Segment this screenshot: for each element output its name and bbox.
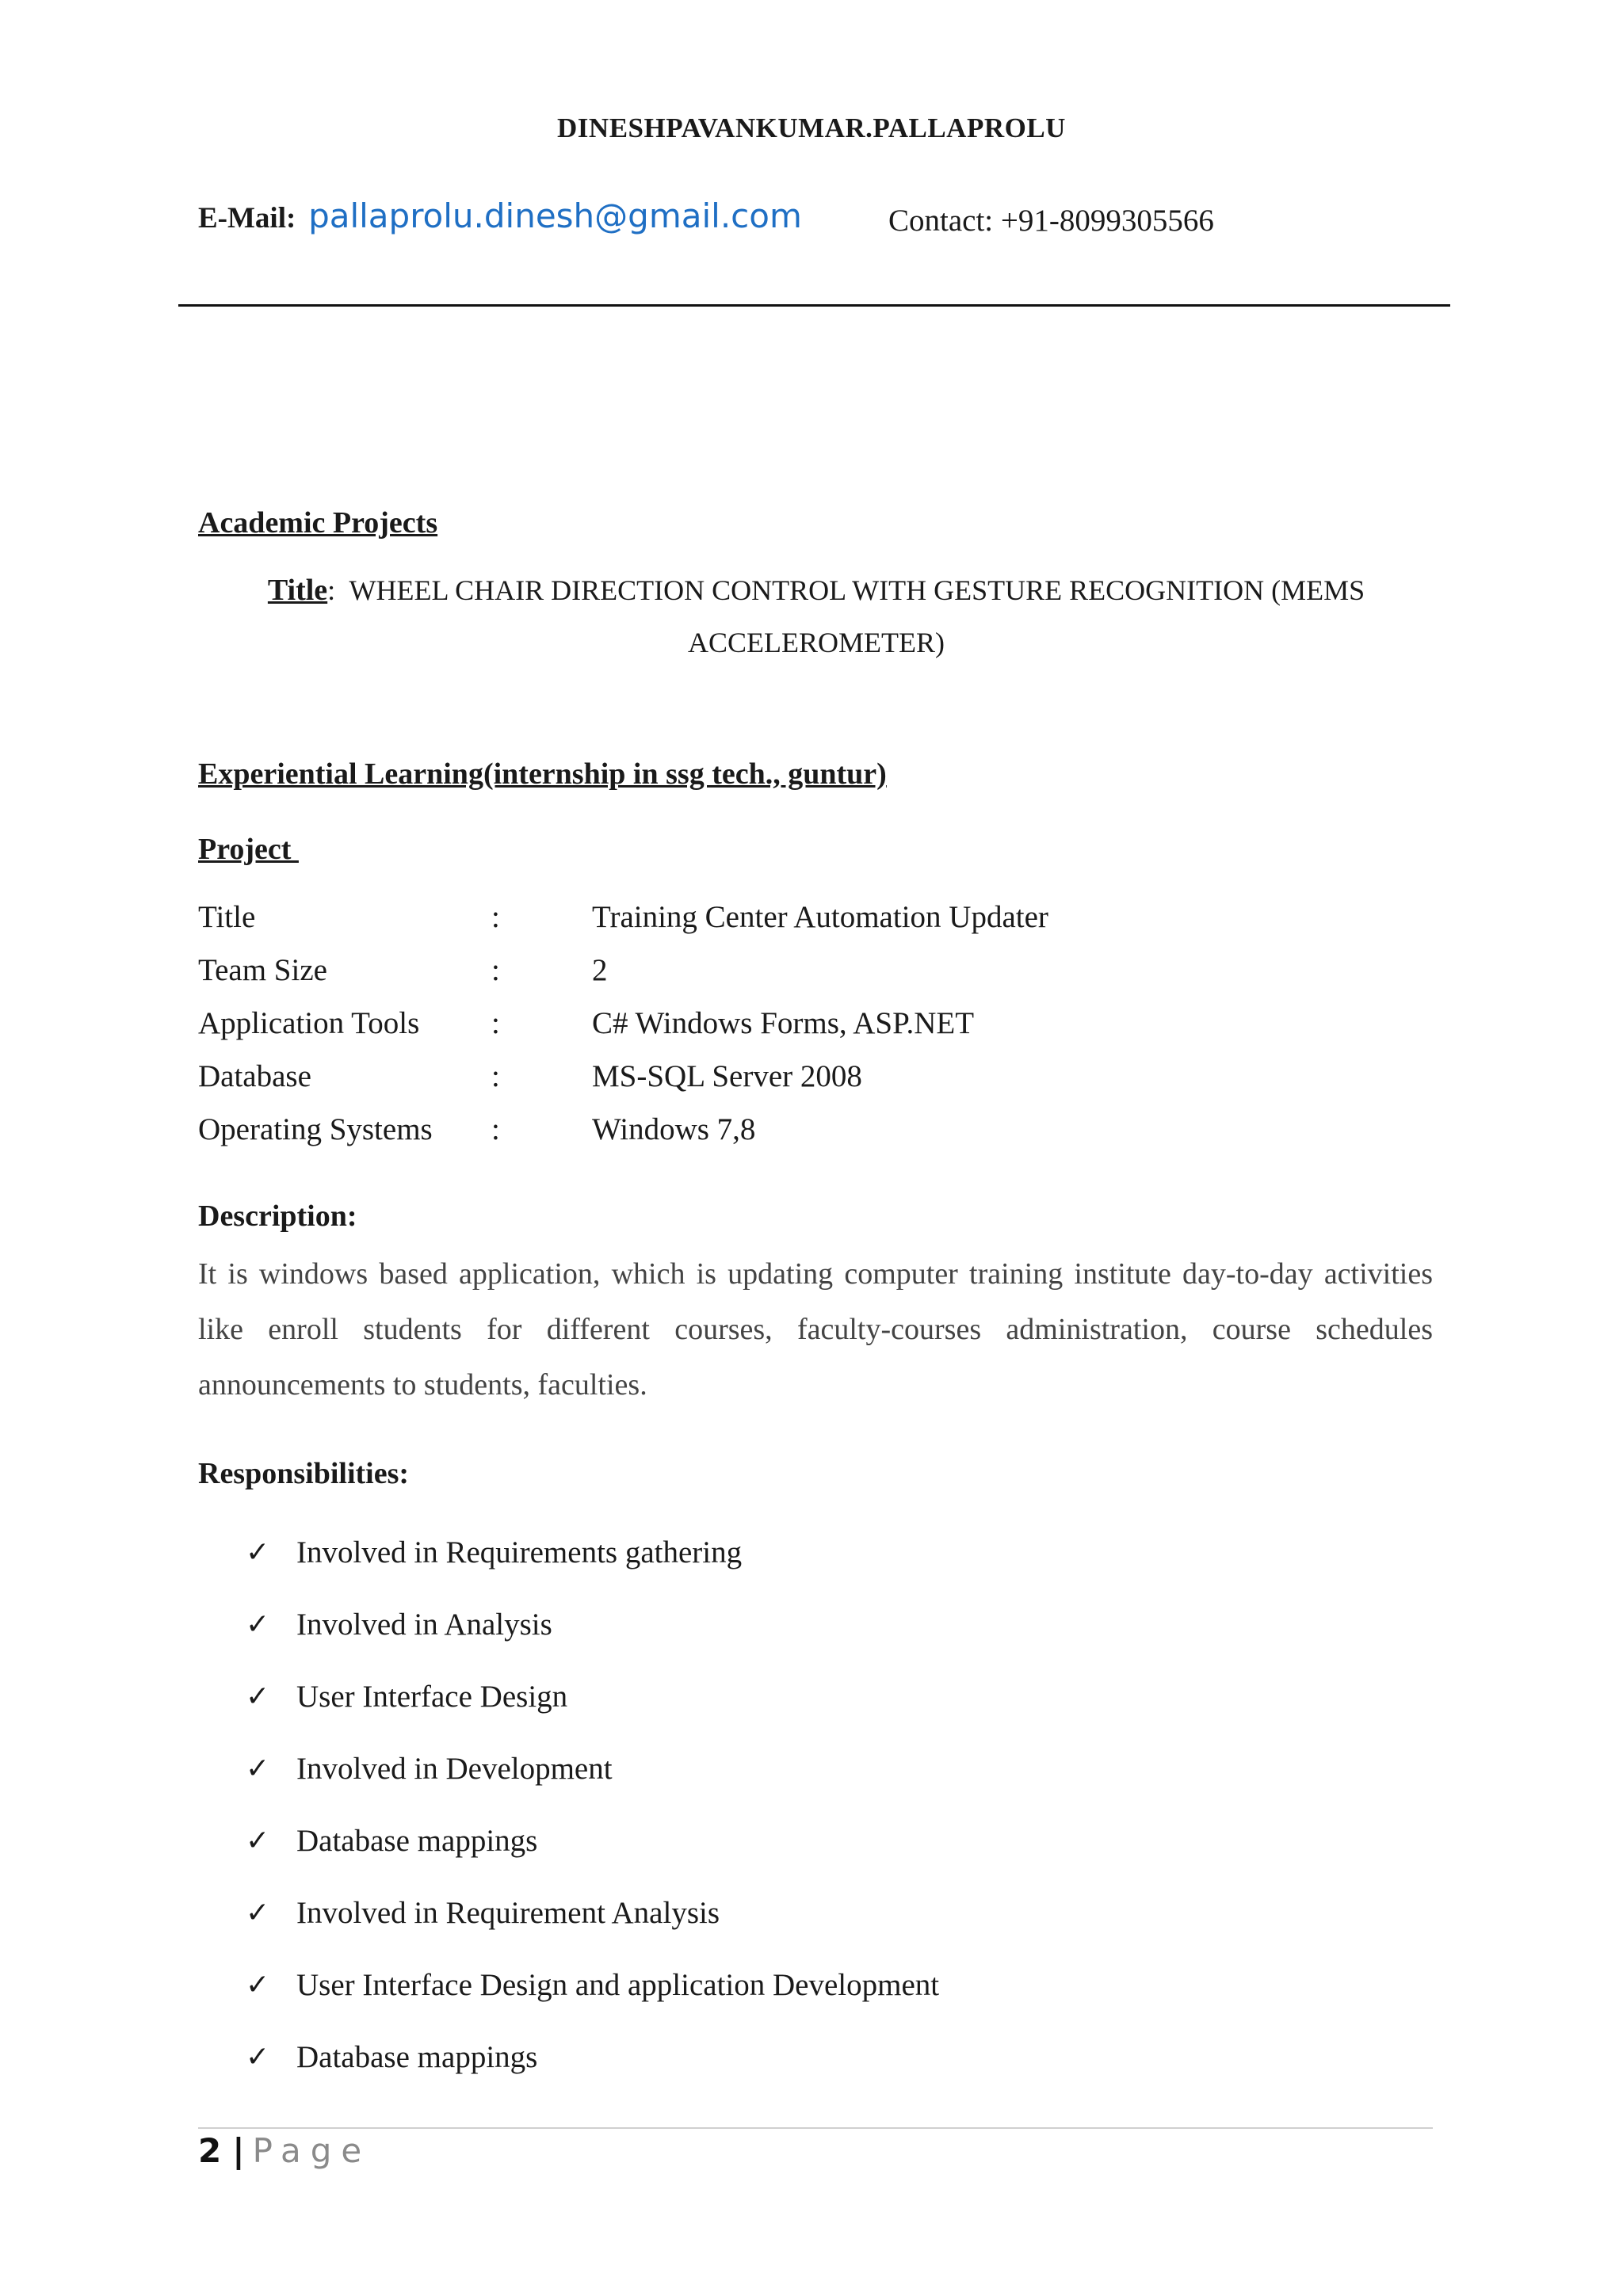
detail-key: Operating Systems: [198, 1112, 433, 1146]
responsibility-text: Database mappings: [296, 2040, 538, 2074]
project-heading: Project: [198, 833, 299, 866]
experiential-learning-heading: Experiential Learning(internship in ssg tech., guntur): [198, 757, 887, 791]
checkmark-icon: ✓: [246, 1680, 270, 1713]
responsibility-text: Database mappings: [296, 1824, 538, 1858]
footer-divider: [198, 2127, 1433, 2129]
detail-separator: :: [491, 1112, 500, 1146]
detail-key: Database: [198, 1059, 311, 1093]
academic-projects-heading: Academic Projects: [198, 506, 438, 540]
list-item: [246, 1949, 939, 2021]
checkmark-icon: ✓: [246, 1825, 270, 1857]
responsibilities-list: [246, 1516, 939, 2093]
responsibility-text: User Interface Design and application Development: [296, 1968, 940, 2002]
detail-separator: :: [491, 953, 500, 987]
detail-value: Windows 7,8: [592, 1112, 756, 1146]
list-item: [246, 1661, 939, 1733]
list-item: [246, 2021, 939, 2093]
detail-value: MS-SQL Server 2008: [592, 1059, 862, 1093]
academic-title-line2: ACCELEROMETER): [688, 627, 945, 658]
email-label: E-Mail:: [198, 202, 296, 235]
responsibility-text: Involved in Requirement Analysis: [296, 1896, 720, 1930]
candidate-name: DINESHPAVANKUMAR.PALLAPROLU: [557, 113, 1066, 143]
contact-phone: Contact: +91-8099305566: [888, 204, 1214, 238]
checkmark-icon: ✓: [246, 1969, 270, 2001]
list-item: [246, 1589, 939, 1661]
detail-separator: :: [491, 900, 500, 934]
list-item: [246, 1877, 939, 1949]
page-number: 2: [198, 2131, 222, 2170]
list-item: [246, 1516, 939, 1589]
email-line: [198, 196, 802, 235]
page-footer: [198, 2131, 371, 2170]
academic-title-label: Title: [267, 574, 328, 607]
academic-title-line1: WHEEL CHAIR DIRECTION CONTROL WITH GESTURE RECOGNITION (MEMS: [349, 574, 1365, 606]
responsibility-text: Involved in Requirements gathering: [296, 1535, 743, 1569]
responsibility-text: Involved in Analysis: [296, 1608, 552, 1642]
checkmark-icon: ✓: [246, 1536, 270, 1569]
detail-value: Training Center Automation Updater: [592, 900, 1048, 934]
checkmark-icon: ✓: [246, 1897, 270, 1929]
email-link[interactable]: pallaprolu.dinesh@gmail.com: [308, 196, 802, 235]
academic-project-title: [182, 564, 1450, 669]
detail-value: 2: [592, 953, 608, 987]
responsibilities-heading: Responsibilities:: [198, 1457, 410, 1490]
list-item: [246, 1733, 939, 1805]
detail-value: C# Windows Forms, ASP.NET: [592, 1006, 975, 1040]
description-text: It is windows based application, which is updating computer training institute day-to-day activities like enroll students for different courses, faculty-courses administration, course schedules announcements to students, faculties.: [198, 1257, 1433, 1402]
responsibility-text: Involved in Development: [296, 1752, 613, 1786]
detail-separator: :: [491, 1059, 500, 1093]
detail-separator: :: [491, 1006, 500, 1040]
checkmark-icon: ✓: [246, 2041, 270, 2073]
header-divider: [178, 304, 1450, 307]
page-label: Page: [252, 2131, 372, 2170]
responsibility-text: User Interface Design: [296, 1680, 568, 1714]
detail-key: Title: [198, 900, 256, 934]
checkmark-icon: ✓: [246, 1753, 270, 1785]
description-heading: Description:: [198, 1199, 357, 1233]
list-item: [246, 1805, 939, 1877]
detail-key: Team Size: [198, 953, 327, 987]
detail-key: Application Tools: [198, 1006, 420, 1040]
academic-title-colon: :: [327, 574, 336, 606]
checkmark-icon: ✓: [246, 1608, 270, 1641]
footer-separator: |: [232, 2131, 245, 2170]
